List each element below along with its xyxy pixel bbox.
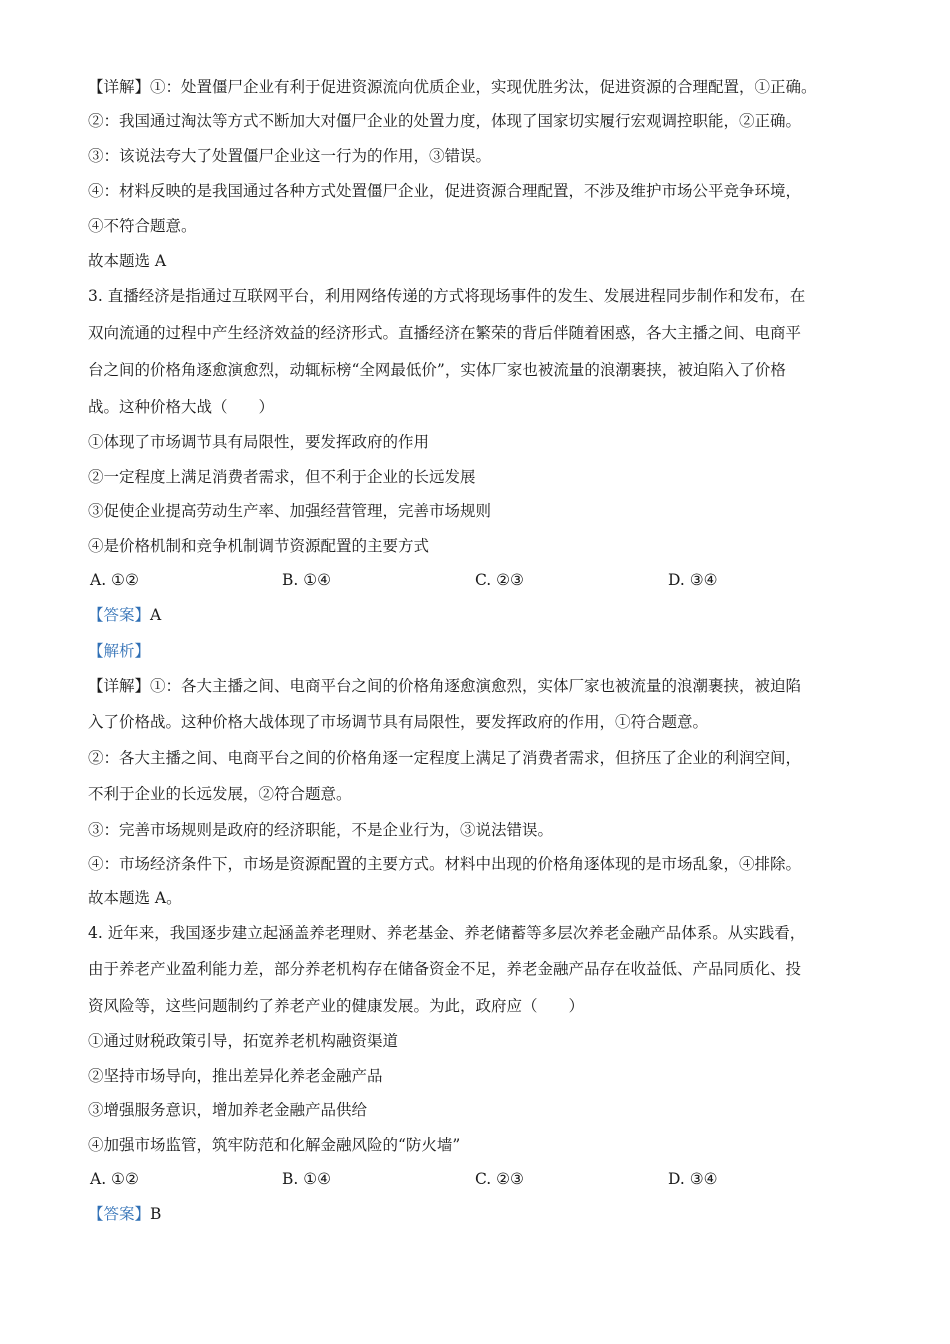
statement-item: ②坚持市场导向，推出差异化养老金融产品 [88, 1067, 383, 1085]
detail-line: 不利于企业的长远发展，②符合题意。 [88, 785, 352, 803]
option-b: B. ①④ [282, 1170, 332, 1188]
detail-line: ④：材料反映的是我国通过各种方式处置僵尸企业，促进资源合理配置，不涉及维护市场公平竞争环境， [88, 182, 802, 200]
question-4-stem: 资风险等，这些问题制约了养老产业的健康发展。为此，政府应（ ） [88, 997, 585, 1015]
question-3-stem: 双向流通的过程中产生经济效益的经济形式。直播经济在繁荣的背后伴随着困惑，各大主播之间、电商平 [88, 324, 802, 342]
answer-value: B [150, 1205, 162, 1223]
question-3-stem: 3. 直播经济是指通过互联网平台，利用网络传递的方式将现场事件的发生、发展进程同步制作和发布，在 [88, 287, 806, 305]
statement-item: ③增强服务意识，增加养老金融产品供给 [88, 1101, 368, 1119]
detail-line: ④不符合题意。 [88, 217, 197, 235]
answer-value: A [150, 606, 162, 624]
statement-item: ④加强市场监管，筑牢防范和化解金融风险的“防火墙” [88, 1136, 461, 1154]
statement-item: ④是价格机制和竞争机制调节资源配置的主要方式 [88, 537, 430, 555]
option-d: D. ③④ [668, 571, 718, 589]
conclusion-line: 故本题选 A。 [88, 889, 182, 907]
option-a: A. ①② [90, 1170, 139, 1188]
statement-item: ③促使企业提高劳动生产率、加强经营管理，完善市场规则 [88, 502, 492, 520]
detail-line: ③：完善市场规则是政府的经济职能，不是企业行为，③说法错误。 [88, 821, 554, 839]
analysis-tag: 【解析】 [88, 642, 151, 660]
detail-tag: 【详解】 [88, 677, 151, 695]
answer-tag: 【答案】 [88, 1205, 151, 1223]
option-b: B. ①④ [282, 571, 332, 589]
detail-line: ②：我国通过淘汰等方式不断加大对僵尸企业的处置力度，体现了国家切实履行宏观调控职能，②正确。 [88, 112, 802, 130]
statement-item: ①体现了市场调节具有局限性，要发挥政府的作用 [88, 433, 430, 451]
detail-line: 入了价格战。这种价格大战体现了市场调节具有局限性，要发挥政府的作用，①符合题意。 [88, 713, 709, 731]
option-c: C. ②③ [475, 571, 524, 589]
question-4-stem: 4. 近年来，我国逐步建立起涵盖养老理财、养老基金、养老储蓄等多层次养老金融产品体系。从实践看， [88, 924, 806, 942]
statement-item: ①通过财税政策引导，拓宽养老机构融资渠道 [88, 1032, 399, 1050]
option-d: D. ③④ [668, 1170, 718, 1188]
answer-line [88, 1203, 161, 1225]
option-c: C. ②③ [475, 1170, 524, 1188]
question-3-stem: 战。这种价格大战（ ） [88, 398, 275, 416]
option-a: A. ①② [90, 571, 139, 589]
detail-line: ④：市场经济条件下，市场是资源配置的主要方式。材料中出现的价格角逐体现的是市场乱象，④排除。 [88, 855, 802, 873]
detail-line: ③：该说法夸大了处置僵尸企业这一行为的作用，③错误。 [88, 147, 492, 165]
question-3-stem: 台之间的价格角逐愈演愈烈，动辄标榜“全网最低价”，实体厂家也被流量的浪潮裹挟，被迫陷入了价格 [88, 361, 786, 379]
statement-item: ②一定程度上满足消费者需求，但不利于企业的长远发展 [88, 468, 476, 486]
answer-line [88, 604, 161, 626]
detail-line: 【详解】①：处置僵尸企业有利于促进资源流向优质企业，实现优胜劣汰，促进资源的合理配置，①正确。 [88, 78, 817, 96]
question-4-stem: 由于养老产业盈利能力差，部分养老机构存在储备资金不足，养老金融产品存在收益低、产品同质化、投 [88, 960, 802, 978]
answer-tag: 【答案】 [88, 606, 151, 624]
detail-line: 【详解】①：各大主播之间、电商平台之间的价格角逐愈演愈烈，实体厂家也被流量的浪潮裹挟，被迫陷 [88, 677, 802, 695]
detail-line: ②：各大主播之间、电商平台之间的价格角逐一定程度上满足了消费者需求，但挤压了企业的利润空间， [88, 749, 802, 767]
conclusion-line: 故本题选 A [88, 252, 167, 270]
detail-tag: 【详解】 [88, 78, 151, 96]
